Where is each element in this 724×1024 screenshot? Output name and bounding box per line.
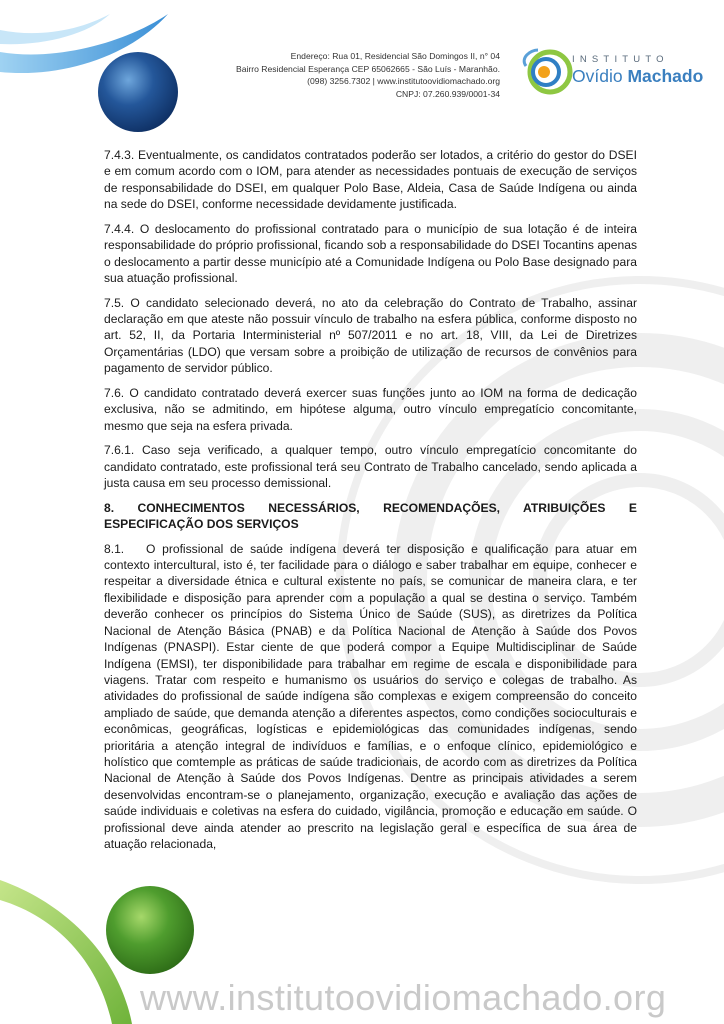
logo-name [572,66,703,87]
logo-name-first: Ovídio [572,66,623,86]
paragraph-8-1 [104,541,637,853]
footer-website: www.institutoovidiomachado.org [140,977,667,1018]
paragraph-7-6: 7.6. O candidato contratado deverá exercer suas funções junto ao IOM na forma de dedicação exclusiva, não se admitindo, em hipótese alguma, outro vínculo empregatício concomitante, mesmo que seja na esfera privada. [104,385,637,433]
logo-name-second: Machado [627,66,704,86]
address-line: Bairro Residencial Esperança CEP 65062665 - São Luís - Maranhão. [235,63,500,74]
paragraph-number: 8.1. [104,541,125,556]
institute-logo [524,48,714,98]
contact-line: (098) 3256.7302 | www.institutoovidiomachado.org [307,76,500,87]
cnpj-line: CNPJ: 07.260.939/0001-34 [395,88,500,99]
address-line: Endereço: Rua 01, Residencial São Domingos II, n° 04 [290,51,500,61]
blue-sphere [98,52,178,132]
document-body [104,147,637,861]
paragraph-7-6-1: 7.6.1. Caso seja verificado, a qualquer tempo, outro vínculo empregatício concomitante do candidato contratado, este profissional terá seu Contrato de Trabalho cancelado, sendo aplicada a justa causa em seu processo demissional. [104,443,637,491]
paragraph-7-4-3: 7.4.3. Eventualmente, os candidatos contratados poderão ser lotados, a critério do gestor do DSEI e em comum acordo com o IOM, para atender as necessidades pontuais de execução de serviços de responsabilidade do DSEI, em qualquer Polo Base, Aldeia, Casa de Saúde Indígena ou ainda na sede do DSEI, conforme necessidade devidamente justificada. [104,148,637,212]
paragraph-7-5: 7.5. O candidato selecionado deverá, no ato da celebração do Contrato de Trabalho, assinar declaração em que ateste não possuir vínculo de trabalho na esfera pública, conforme disposto no art. 52, II, da Portaria Interministerial nº 507/2011 e no art. 18, VIII, da Lei de Diretrizes Orçamentárias (LDO) que versam sobre a proibição de utilização de recursos de convênios para pagamento de servidor público. [104,295,637,376]
section-heading-8: 8. CONHECIMENTOS NECESSÁRIOS, RECOMENDAÇÕES, ATRIBUIÇÕES E ESPECIFICAÇÃO DOS SERVIÇOS [104,500,637,532]
green-sphere [106,886,194,974]
logo-top-word: INSTITUTO [572,54,669,65]
paragraph-text: O profissional de saúde indígena deverá ter disposição e qualificação para atuar em contexto intercultural, isto é, ter facilidade para o diálogo e saber trabalhar em equipe, conhecer e respeitar a diversidade étnica e cultural existente no país, se comunicar de maneira clara, e ter flexibilidade e disposição para aprender com a população a qual se destina o serviço. Também deverão conhecer os princípios do Sistema Único de Saúde (SUS), as diretrizes da Política Nacional de Atenção Básica (PNAB) e da Política Nacional de Atenção à Saúde dos Povos Indígenas (PNASPI). Estar ciente de que poderá compor a Equipe Multidisciplinar de Saúde Indígena (EMSI), ter disponibilidade para trabalhar em regime de escala e disponibilidade para viagens. Tratar com respeito e humanismo os usuários do serviço e colegas de trabalho. As atividades do profissional de saúde indígena são complexas e exigem compreensão do conceito ampliado de saúde, que demanda atenção a diferentes aspectos, como condições socioculturais e econômicas, geográficas, logísticas e epidemiológicas das comunidades indígenas, sendo prioritária a atenção integral de indivíduos e famílias, e o enfoque clínico, epidemiológico e holístico que comtemple as práticas de saúde tradicionais, de acordo com as diretrizes da Política Nacional de Atenção à Saúde dos Povos Indígenas. Dentre as principais atividades a serem desenvolvidas encontram-se o planejamento, organização, execução e avaliação das ações de saúde individuais e coletivas na esfera do cuidado, vigilância, promoção e educação em saúde. O profissional deve ainda atender ao prescrito na legislação geral e específica de sua área de atuação relacionada, [104,541,637,851]
header-address [180,50,500,100]
paragraph-7-4-4: 7.4.4. O deslocamento do profissional contratado para o município de sua lotação é de inteira responsabilidade do próprio profissional, ficando sob a responsabilidade do DSEI Tocantins apenas o deslocamento a partir desse município até a Comunidade Indígena ou Polo Base designado para sua atuação profissional. [104,221,637,286]
